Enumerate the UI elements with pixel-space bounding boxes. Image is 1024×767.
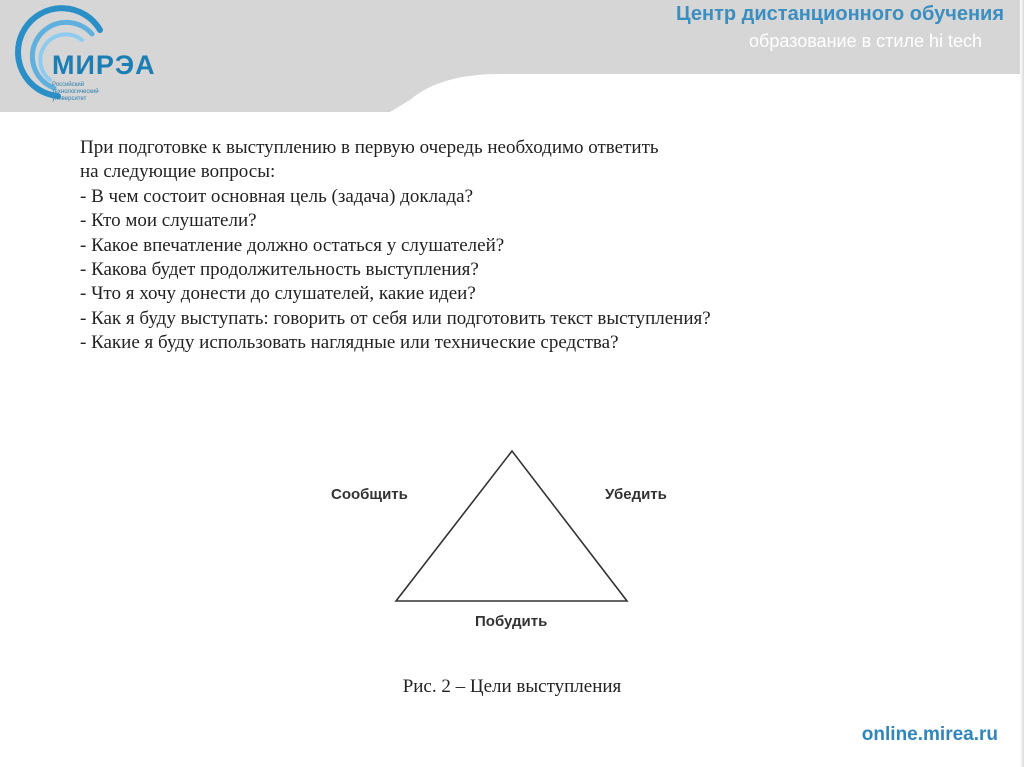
goal-label-motivate: Побудить <box>475 613 548 630</box>
text-line: на следующие вопросы: <box>80 161 276 183</box>
text-line: При подготовке к выступлению в первую очередь необходимо ответить <box>80 137 659 158</box>
logo-name: МИРЭА <box>52 50 156 80</box>
body-text <box>80 136 880 356</box>
text-line: - В чем состоит основная цель (задача) доклада? <box>80 185 474 207</box>
text-line: - Какое впечатление должно остаться у слушателей? <box>80 234 505 256</box>
goal-label-persuade: Убедить <box>605 486 667 503</box>
center-slogan: образование в стиле hi tech <box>749 31 982 51</box>
text-line: - Какие я буду использовать наглядные или технические средства? <box>80 332 619 354</box>
site-url: online.mirea.ru <box>861 724 998 745</box>
goals-triangle <box>320 440 720 640</box>
goal-label-inform: Сообщить <box>331 486 408 503</box>
slide-edge-shadow <box>1020 0 1024 767</box>
triangle-shape <box>396 451 627 601</box>
text-line: - Что я хочу донести до слушателей, какие идеи? <box>80 283 476 305</box>
text-line: - Как я буду выступать: говорить от себя или подготовить текст выступления? <box>80 307 711 329</box>
logo-subtitle: Российский технологический университет <box>52 82 99 102</box>
center-title: Центр дистанционного обучения <box>676 3 1004 25</box>
text-line: - Какова будет продолжительность выступления? <box>80 259 479 281</box>
text-line: - Кто мои слушатели? <box>80 210 257 232</box>
figure-caption: Рис. 2 – Цели выступления <box>402 676 622 697</box>
